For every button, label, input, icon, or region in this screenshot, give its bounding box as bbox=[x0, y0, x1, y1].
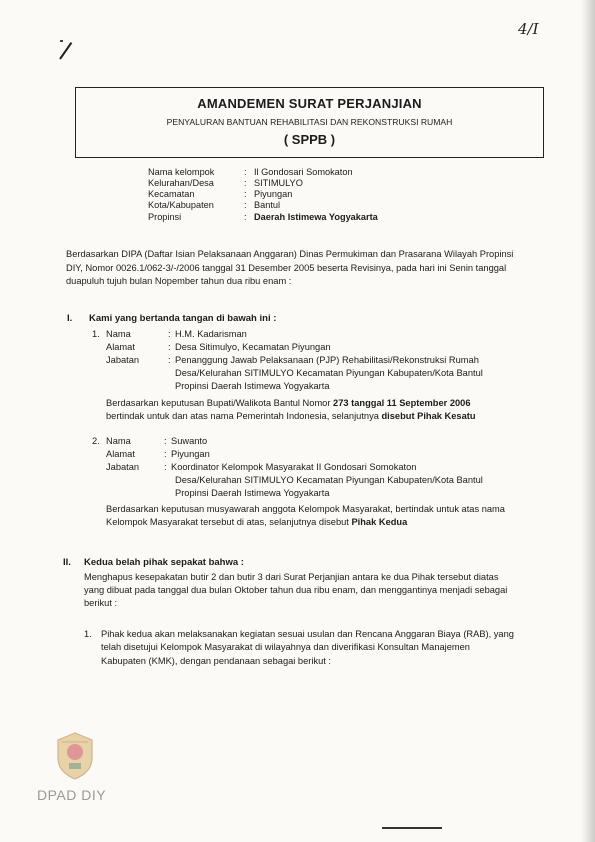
page-edge-shadow bbox=[581, 0, 595, 842]
identity-label: Propinsi bbox=[148, 212, 182, 222]
identity-value: Piyungan bbox=[254, 189, 293, 199]
party-name: H.M. Kadarisman bbox=[175, 329, 247, 339]
identity-value: Daerah Istimewa Yogyakarta bbox=[254, 212, 378, 222]
field-colon: : bbox=[164, 462, 167, 472]
watermark: DPAD DIY bbox=[37, 787, 107, 803]
party-position: Desa/Kelurahan SITIMULYO Kecamatan Piyungan Kabupaten/Kota Bantul bbox=[175, 368, 483, 378]
intro-line: DIY, Nomor 0026.1/062-3/-/2006 tanggal 31 Desember 2005 beserta Revisinya, pada hari ini Senin tanggal bbox=[66, 263, 507, 273]
field-colon: : bbox=[164, 436, 167, 446]
identity-value: Il Gondosari Somokaton bbox=[254, 167, 353, 177]
party-basis: Berdasarkan keputusan Bupati/Walikota Bantul Nomor 273 tanggal 11 September 2006 bbox=[106, 398, 471, 408]
document-subtitle: PENYALURAN BANTUAN REHABILITASI DAN REKONSTRUKSI RUMAH bbox=[166, 117, 453, 127]
identity-label: Kota/Kabupaten bbox=[148, 200, 214, 210]
identity-label: Kelurahan/Desa bbox=[148, 178, 214, 188]
party-position: Desa/Kelurahan SITIMULYO Kecamatan Piyungan Kabupaten/Kota Bantul bbox=[175, 475, 483, 485]
party-position: Propinsi Daerah Istimewa Yogyakarta bbox=[175, 488, 330, 498]
identity-label: Kecamatan bbox=[148, 189, 195, 199]
identity-value: SITIMULYO bbox=[254, 178, 303, 188]
party-basis: bertindak untuk dan atas nama Pemerintah Indonesia, selanjutnya disebut Pihak Kesatu bbox=[106, 411, 476, 421]
intro-line: duapuluh tujuh bulan Nopember tahun dua ribu enam : bbox=[66, 276, 292, 286]
party-position: Koordinator Kelompok Masyarakat II Gondosari Somokaton bbox=[171, 462, 417, 472]
party-name: Suwanto bbox=[171, 436, 208, 446]
field-colon: : bbox=[168, 355, 171, 365]
document-code: ( SPPB ) bbox=[283, 132, 336, 147]
field-label: Alamat bbox=[106, 449, 135, 459]
field-label: Alamat bbox=[106, 342, 135, 352]
list-item-text: Pihak kedua akan melaksanakan kegiatan sesuai usulan dan Rencana Anggaran Biaya (RAB), yang bbox=[101, 629, 514, 639]
ink-dot bbox=[60, 40, 63, 42]
party-address: Desa Sitimulyo, Kecamatan Piyungan bbox=[175, 342, 331, 352]
section-paragraph: berikut : bbox=[84, 598, 118, 608]
field-label: Nama bbox=[106, 329, 131, 339]
field-label: Nama bbox=[106, 436, 131, 446]
party-position: Penanggung Jawab Pelaksanaan (PJP) Rehabilitasi/Rekonstruksi Rumah bbox=[175, 355, 479, 365]
section-paragraph: Menghapus kesepakatan butir 2 dan butir 3 dari Surat Perjanjian antara ke dua Pihak tersebut diatas bbox=[84, 572, 499, 582]
identity-label: Nama kelompok bbox=[148, 167, 215, 177]
party-basis: Kelompok Masyarakat tersebut di atas, selanjutnya disebut Pihak Kedua bbox=[106, 517, 408, 527]
list-item-text: telah disetujui Kelompok Masyarakat di wilayahnya dan diverifikasi Konsultan Manajemen bbox=[101, 642, 470, 652]
party-number: 1. bbox=[92, 329, 100, 339]
field-colon: : bbox=[168, 342, 171, 352]
identity-value: Bantul bbox=[254, 200, 281, 210]
section-heading: Kedua belah pihak sepakat bahwa : bbox=[84, 557, 244, 568]
party-basis: Berdasarkan keputusan musyawarah anggota Kelompok Masyarakat, bertindak untuk atas nama bbox=[106, 504, 505, 514]
party-position: Propinsi Daerah Istimewa Yogyakarta bbox=[175, 381, 330, 391]
party-address: Piyungan bbox=[171, 449, 210, 459]
document-title: AMANDEMEN SURAT PERJANJIAN bbox=[197, 96, 422, 111]
title-box bbox=[75, 87, 544, 158]
section-numeral: I. bbox=[67, 313, 73, 324]
intro-line: Berdasarkan DIPA (Daftar Isian Pelaksanaan Anggaran) Dinas Permukiman dan Prasarana Wilayah Propinsi bbox=[66, 249, 514, 259]
pen-mark bbox=[59, 42, 72, 60]
page-code: 4/I bbox=[518, 20, 539, 38]
field-colon: : bbox=[168, 329, 171, 339]
section-paragraph: yang dibuat pada tanggal dua bulan Oktober tahun dua ribu enam, dan menggantinya menjadi sebagai bbox=[84, 585, 508, 595]
regional-seal-icon bbox=[52, 730, 98, 782]
section-heading: Kami yang bertanda tangan di bawah ini : bbox=[89, 313, 277, 324]
field-label: Jabatan bbox=[106, 355, 140, 365]
list-item-text: Kabupaten (KMK), dengan pendanaan sebagai berikut : bbox=[101, 656, 332, 666]
field-colon: : bbox=[164, 449, 167, 459]
section-numeral: II. bbox=[63, 557, 71, 568]
list-number: 1. bbox=[84, 629, 92, 639]
footer-rule bbox=[382, 827, 442, 829]
party-number: 2. bbox=[92, 436, 100, 446]
field-label: Jabatan bbox=[106, 462, 140, 472]
